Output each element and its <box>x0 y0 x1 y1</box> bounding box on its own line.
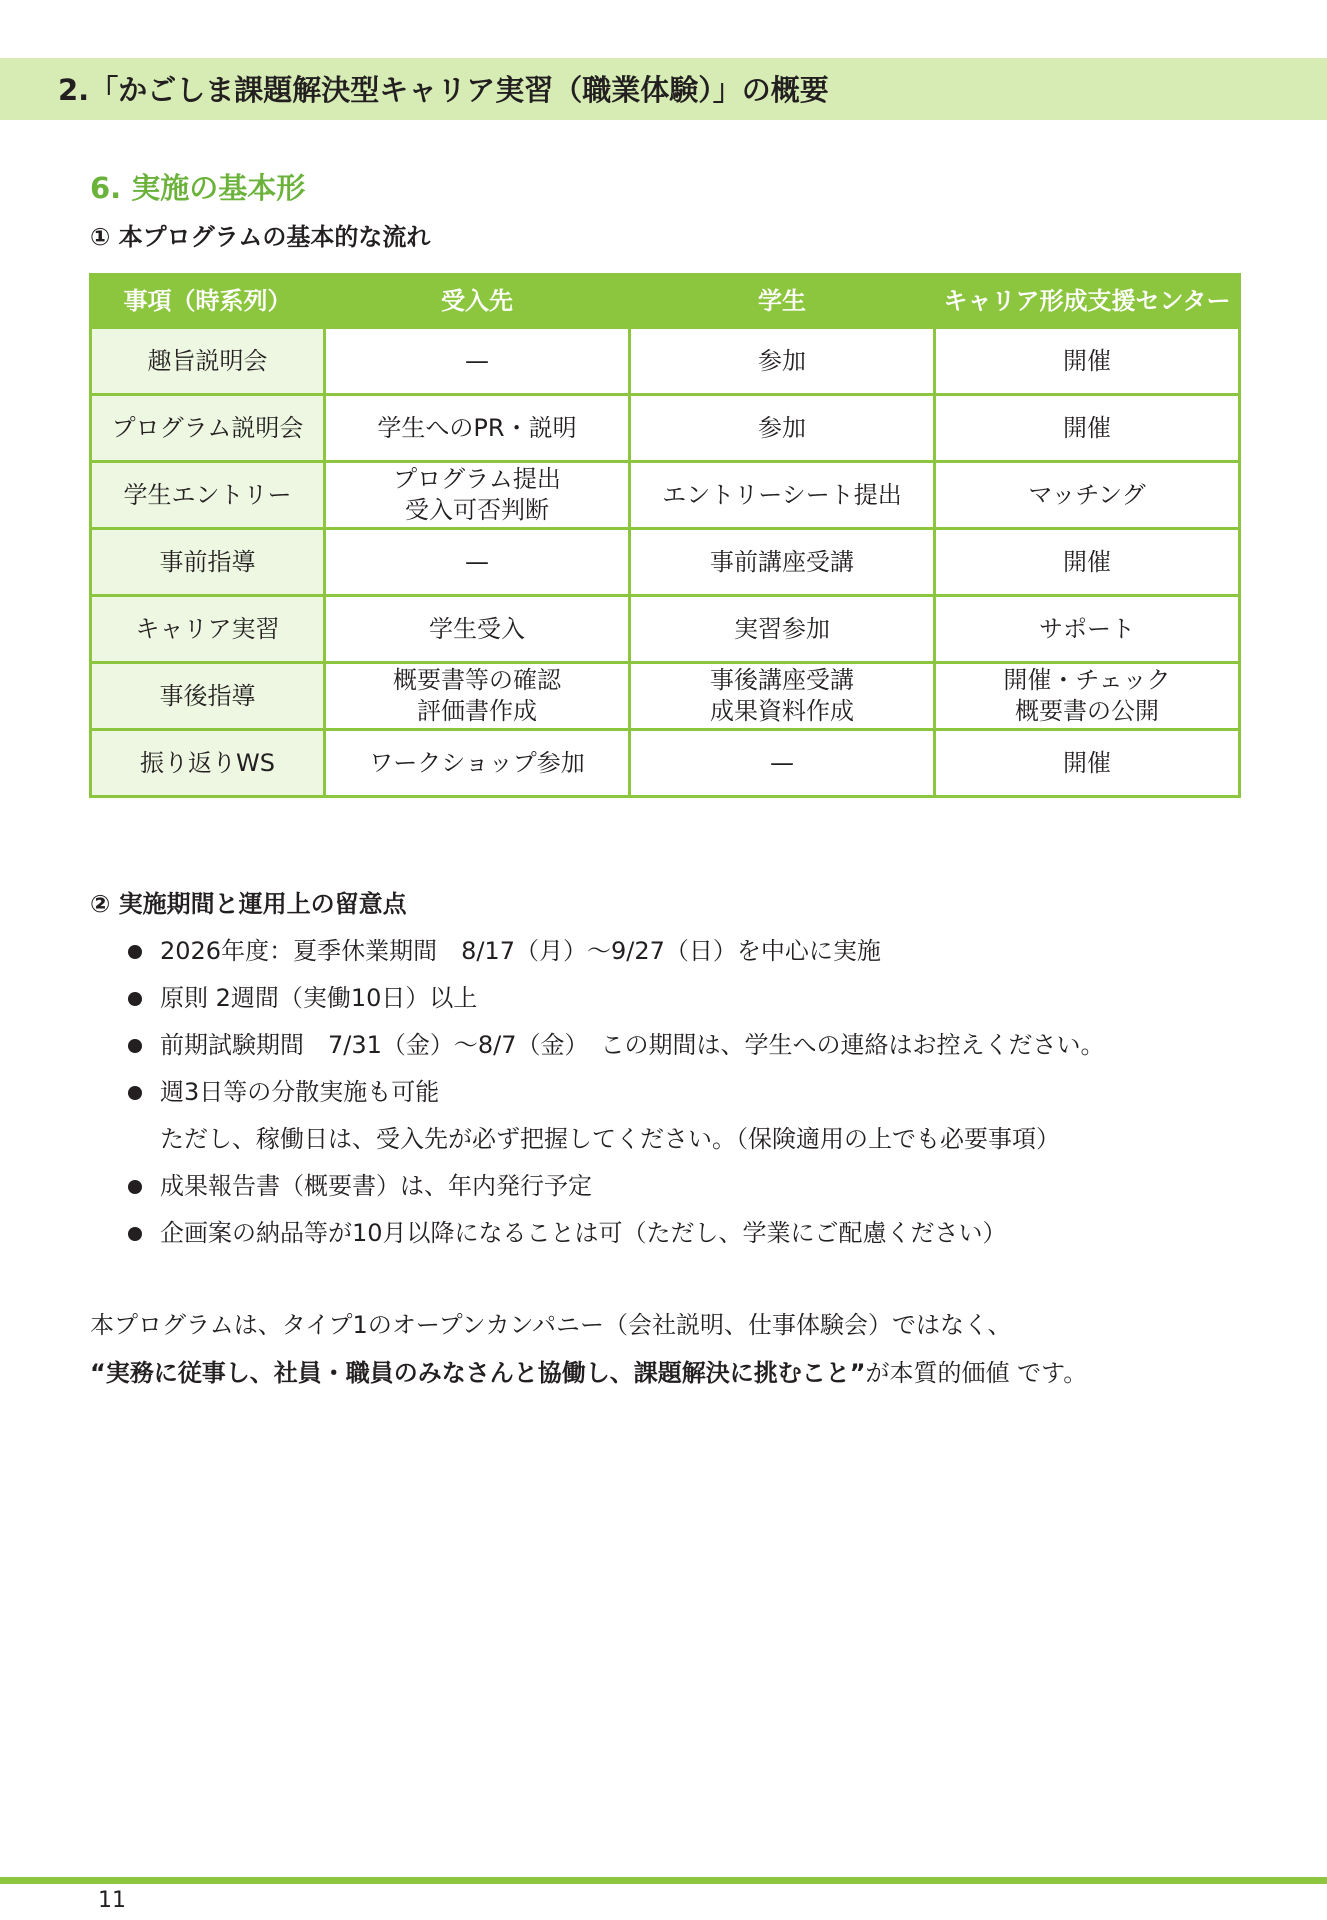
cell-student: エントリーシート提出 <box>630 462 935 529</box>
column-header-item: 事項（時系列） <box>91 275 325 328</box>
list-item <box>128 975 1105 1022</box>
list-item <box>128 1069 1105 1116</box>
cell-item: キャリア実習 <box>91 596 325 663</box>
note-text: 企画案の納品等が10月以降になることは可（ただし、学業にご配慮ください） <box>160 1219 1007 1247</box>
cell-center: 開催 <box>935 395 1240 462</box>
list-item <box>128 1210 1105 1257</box>
notes-list <box>128 928 1105 1257</box>
table-row <box>91 529 1240 596</box>
flow-subtitle: ① 本プログラムの基本的な流れ <box>90 223 431 251</box>
cell-student: 参加 <box>630 395 935 462</box>
table-header-row <box>91 275 1240 328</box>
table-row <box>91 462 1240 529</box>
cell-student: — <box>630 730 935 797</box>
section-title: 6. 実施の基本形 <box>90 171 306 205</box>
note-text: 2026年度：夏季休業期間 8/17（月）～9/27（日）を中心に実施 <box>160 937 881 965</box>
cell-student: 事後講座受講 成果資料作成 <box>630 663 935 730</box>
cell-student: 参加 <box>630 328 935 395</box>
cell-student: 事前講座受講 <box>630 529 935 596</box>
column-header-host: 受入先 <box>325 275 630 328</box>
cell-center: 開催・チェック 概要書の公開 <box>935 663 1240 730</box>
table-row <box>91 730 1240 797</box>
note-text: 前期試験期間 7/31（金）～8/7（金） この期間は、学生への連絡はお控えください。 <box>160 1031 1105 1059</box>
cell-center: マッチング <box>935 462 1240 529</box>
program-flow-table <box>89 273 1241 798</box>
page-header-title: 2.「かごしま課題解決型キャリア実習（職業体験）」の概要 <box>58 73 829 107</box>
table-row <box>91 596 1240 663</box>
cell-item: プログラム説明会 <box>91 395 325 462</box>
cell-host: — <box>325 529 630 596</box>
cell-host: ワークショップ参加 <box>325 730 630 797</box>
table-row <box>91 663 1240 730</box>
cell-host: 概要書等の確認 評価書作成 <box>325 663 630 730</box>
cell-host: プログラム提出 受入可否判断 <box>325 462 630 529</box>
column-header-student: 学生 <box>630 275 935 328</box>
closing-line-1: 本プログラムは、タイプ1のオープンカンパニー（会社説明、仕事体験会）ではなく、 <box>90 1311 1012 1339</box>
cell-center: サポート <box>935 596 1240 663</box>
cell-student: 実習参加 <box>630 596 935 663</box>
closing-line-2 <box>90 1356 1087 1390</box>
cell-item: 事前指導 <box>91 529 325 596</box>
closing-emphasis: “実務に従事し、社員・職員のみなさんと協働し、課題解決に挑むこと” <box>90 1359 866 1387</box>
footer-line <box>0 1877 1327 1884</box>
table-row <box>91 328 1240 395</box>
list-item <box>128 1022 1105 1069</box>
bullet-icon <box>128 1039 142 1053</box>
bullet-icon <box>128 992 142 1006</box>
column-header-center: キャリア形成支援センター <box>935 275 1240 328</box>
cell-item: 振り返りWS <box>91 730 325 797</box>
closing-rest: が本質的価値 です。 <box>865 1359 1088 1387</box>
cell-host: 学生へのPR・説明 <box>325 395 630 462</box>
bullet-icon <box>128 1227 142 1241</box>
note-continuation-text: ただし、稼働日は、受入先が必ず把握してください。（保険適用の上でも必要事項） <box>160 1125 1060 1153</box>
cell-item: 趣旨説明会 <box>91 328 325 395</box>
cell-item: 学生エントリー <box>91 462 325 529</box>
note-text: 週3日等の分散実施も可能 <box>160 1078 440 1106</box>
list-item <box>128 1163 1105 1210</box>
cell-center: 開催 <box>935 730 1240 797</box>
table-row <box>91 395 1240 462</box>
cell-center: 開催 <box>935 328 1240 395</box>
cell-host: — <box>325 328 630 395</box>
note-text: 成果報告書（概要書）は、年内発行予定 <box>160 1172 592 1200</box>
cell-center: 開催 <box>935 529 1240 596</box>
cell-item: 事後指導 <box>91 663 325 730</box>
bullet-icon <box>128 1180 142 1194</box>
list-item <box>128 928 1105 975</box>
page-number: 11 <box>98 1888 126 1913</box>
note-text: 原則 2週間（実働10日）以上 <box>160 984 478 1012</box>
list-item-continuation <box>128 1116 1105 1163</box>
cell-host: 学生受入 <box>325 596 630 663</box>
period-subtitle: ② 実施期間と運用上の留意点 <box>90 890 407 918</box>
bullet-icon <box>128 1086 142 1100</box>
bullet-icon <box>128 945 142 959</box>
